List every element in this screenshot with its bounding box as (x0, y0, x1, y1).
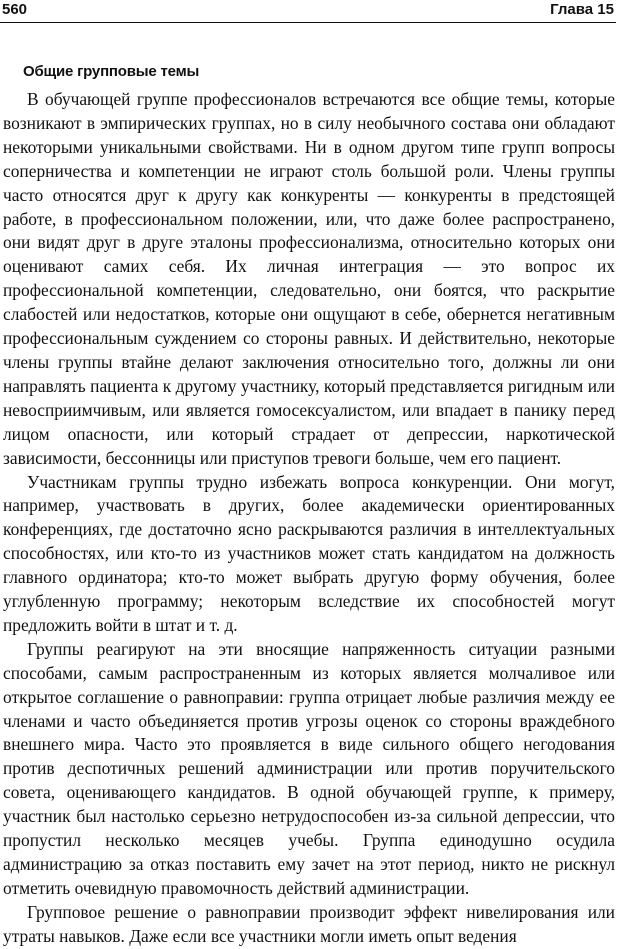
paragraph: Групповое решение о равноправии производит эффект нивелирования или утраты навыков. Даже если все участники могли иметь опыт ведения (3, 901, 615, 946)
section-heading: Общие групповые темы (23, 63, 200, 80)
paragraph: Участникам группы трудно избежать вопроса конкуренции. Они могут, например, участвовать в других, более академически ориентированных конференциях, где достаточно ясно раскрываются различия в интеллектуальных способностях, или кто-то из участников может стать кандидатом на должность главного ординатора; кто-то может выбрать другую форму обучения, более углубленную программу; некоторым вследствие их способностей могут предложить войти в штат и т. д. (3, 471, 615, 635)
page-body (3, 60, 615, 949)
page-number: 560 (2, 1, 28, 18)
paragraph: Группы реагируют на эти вносящие напряженность ситуации разными способами, самым распространенным из которых является молчаливое или открытое соглашение о равноправии: группа отрицает любые различия между ее членами и часто объединяется против угрозы оценок со стороны враждебного внешнего мира. Часто это проявляется в виде сильного общего негодования против деспотичных решений администрации или против поручительского совета, оценивающего кандидатов. В одной обучающей группе, к примеру, участник был настолько серьезно нетрудоспособен из-за сильной депрессии, что пропустил несколько месяцев учебы. Группа единодушно осудила администрацию за отказ поставить ему зачет на этот период, никто не рискнул отметить очевидную правомочность действий администрации. (3, 638, 615, 898)
paragraph: В обучающей группе профессионалов встречаются все общие темы, которые возникают в эмпирических группах, но в силу необычного состава они обладают некоторыми уникальными свойствами. Ни в одном другом типе групп вопросы соперничества и компетенции не играют столь большой роли. Члены группы часто относятся друг к другу как конкуренты — конкуренты в предстоящей работе, в профессиональном положении, или, что даже более распространено, они видят друг в друге эталоны профессионализма, относительно которых они оценивают самих себя. Их личная интеграция — это вопрос их профессиональной компетенции, следовательно, они боятся, что раскрытие слабостей или недостатков, которые они ощущают в себе, обернется негативным профессиональным суждением со стороны равных. И действительно, некоторые члены группы втайне делают заключения относительно того, должны ли они направлять пациента к другому участнику, который представляется ригидным или невосприимчивым, или является гомосексуалистом, или впадает в панику перед лицом опасности, или который страдает от депрессии, наркотической зависимости, бессонницы или приступов тревоги больше, чем его пациент. (3, 89, 615, 468)
running-header (0, 0, 616, 23)
chapter-label: Глава 15 (550, 1, 614, 18)
